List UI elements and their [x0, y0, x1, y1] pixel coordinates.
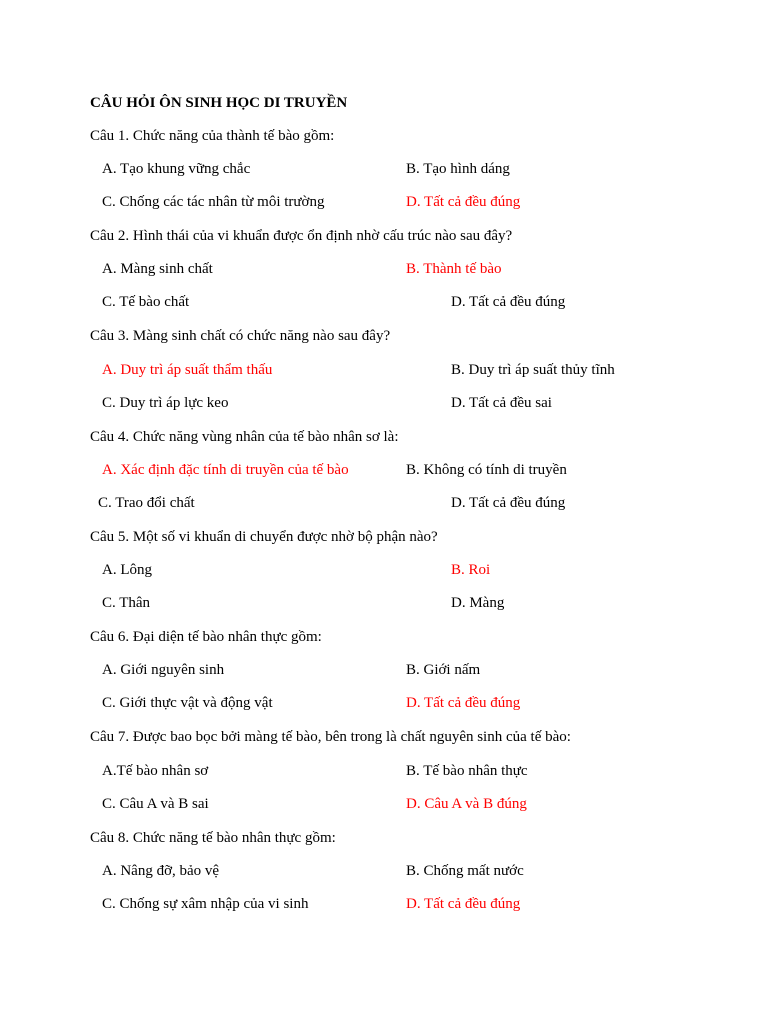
q1-option-b: B. Tạo hình dáng — [406, 161, 510, 177]
q5-option-c: C. Thân — [102, 595, 151, 611]
question-8: Câu 8. Chức năng tế bào nhân thực gồm: — [90, 830, 336, 846]
q6-option-b: B. Giới nấm — [406, 662, 481, 678]
q8-option-c: C. Chống sự xâm nhập của vi sinh — [102, 896, 309, 912]
q5-option-a: A. Lông — [102, 562, 152, 578]
question-5: Câu 5. Một số vi khuẩn di chuyển được nhờ bộ phận nào? — [90, 529, 438, 545]
document-title: CÂU HỎI ÔN SINH HỌC DI TRUYỀN — [90, 95, 348, 111]
q6-option-a: A. Giới nguyên sinh — [102, 662, 225, 678]
question-4: Câu 4. Chức năng vùng nhân của tế bào nhân sơ là: — [90, 429, 399, 445]
q4-option-d: D. Tất cả đều đúng — [451, 495, 566, 511]
q4-option-a-correct: A. Xác định đặc tính di truyền của tế bào — [102, 462, 349, 478]
q7-option-d-correct: D. Câu A và B đúng — [406, 796, 527, 812]
q4-option-c: C. Trao đổi chất — [98, 495, 195, 511]
q7-option-c: C. Câu A và B sai — [102, 796, 209, 812]
question-7: Câu 7. Được bao bọc bởi màng tế bào, bên trong là chất nguyên sinh của tế bào: — [90, 729, 571, 745]
q5-option-b-correct: B. Roi — [451, 562, 491, 578]
question-1: Câu 1. Chức năng của thành tế bào gồm: — [90, 128, 335, 144]
q3-option-b: B. Duy trì áp suất thủy tĩnh — [451, 362, 615, 378]
q7-option-b: B. Tế bào nhân thực — [406, 763, 528, 779]
q8-option-a: A. Nâng đỡ, bảo vệ — [102, 863, 220, 879]
q1-option-a: A. Tạo khung vững chắc — [102, 161, 251, 177]
q1-option-c: C. Chống các tác nhân từ môi trường — [102, 194, 325, 210]
q8-option-d-correct: D. Tất cả đều đúng — [406, 896, 521, 912]
q4-option-b: B. Không có tính di truyền — [406, 462, 567, 478]
q2-option-b-correct: B. Thành tế bào — [406, 261, 502, 277]
question-3: Câu 3. Màng sinh chất có chức năng nào sau đây? — [90, 328, 391, 344]
q6-option-d-correct: D. Tất cả đều đúng — [406, 695, 521, 711]
q5-option-d: D. Màng — [451, 595, 505, 611]
q3-option-c: C. Duy trì áp lực keo — [102, 395, 229, 411]
q3-option-d: D. Tất cả đều sai — [451, 395, 552, 411]
q2-option-a: A. Màng sinh chất — [102, 261, 213, 277]
q3-option-a-correct: A. Duy trì áp suất thẩm thấu — [102, 362, 273, 378]
question-2: Câu 2. Hình thái của vi khuẩn được ổn định nhờ cấu trúc nào sau đây? — [90, 228, 513, 244]
q1-option-d-correct: D. Tất cả đều đúng — [406, 194, 521, 210]
q2-option-c: C. Tế bào chất — [102, 294, 190, 310]
q8-option-b: B. Chống mất nước — [406, 863, 524, 879]
question-6: Câu 6. Đại diện tế bào nhân thực gồm: — [90, 629, 322, 645]
q7-option-a: A.Tế bào nhân sơ — [102, 763, 209, 779]
q2-option-d: D. Tất cả đều đúng — [451, 294, 566, 310]
q6-option-c: C. Giới thực vật và động vật — [102, 695, 273, 711]
